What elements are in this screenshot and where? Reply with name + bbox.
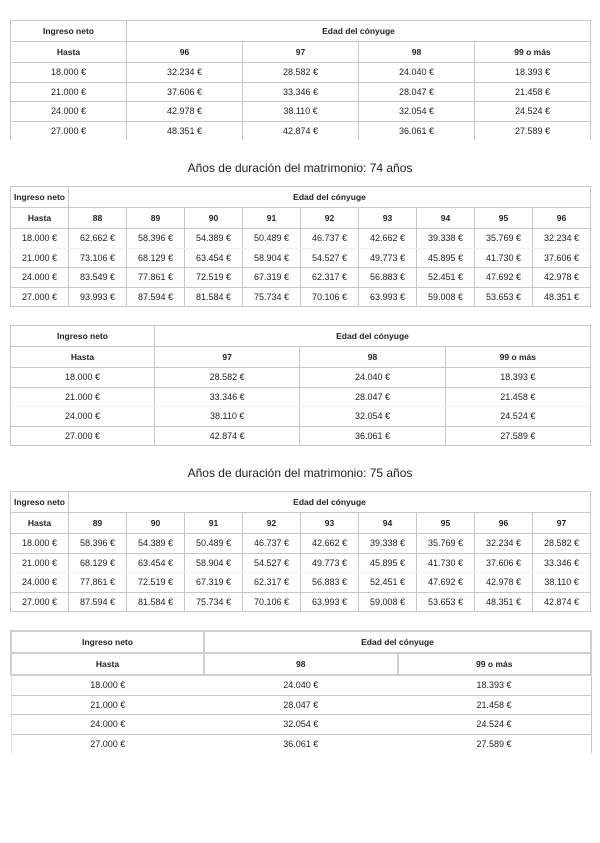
upto-header: Hasta bbox=[11, 513, 69, 534]
age-header-row bbox=[11, 42, 591, 63]
amount-cell: 41.730 € bbox=[475, 248, 533, 268]
amount-cell: 24.040 € bbox=[300, 368, 445, 388]
table-row bbox=[11, 592, 591, 612]
amount-cell: 32.054 € bbox=[359, 102, 475, 122]
amount-cell: 52.451 € bbox=[359, 573, 417, 593]
amount-cell: 33.346 € bbox=[155, 387, 300, 407]
amount-cell: 81.584 € bbox=[127, 592, 185, 612]
age-column-header: 98 bbox=[300, 347, 445, 368]
income-cell: 18.000 € bbox=[11, 63, 127, 83]
income-cell: 24.000 € bbox=[11, 268, 69, 288]
header-row bbox=[11, 21, 591, 42]
amount-cell: 18.393 € bbox=[475, 63, 591, 83]
amount-cell: 35.769 € bbox=[417, 534, 475, 554]
amount-cell: 62.317 € bbox=[243, 573, 301, 593]
amount-cell: 36.061 € bbox=[204, 734, 398, 753]
table-5 bbox=[10, 630, 592, 753]
income-cell: 27.000 € bbox=[11, 734, 204, 753]
age-header-row bbox=[11, 208, 591, 229]
amount-cell: 49.773 € bbox=[359, 248, 417, 268]
age-column-header: 91 bbox=[243, 208, 301, 229]
amount-cell: 54.389 € bbox=[127, 534, 185, 554]
amount-cell: 42.874 € bbox=[243, 121, 359, 140]
upto-header: Hasta bbox=[11, 653, 204, 675]
table-row bbox=[11, 573, 591, 593]
amount-cell: 36.061 € bbox=[359, 121, 475, 140]
amount-cell: 28.047 € bbox=[359, 82, 475, 102]
amount-cell: 42.662 € bbox=[301, 534, 359, 554]
amount-cell: 68.129 € bbox=[69, 553, 127, 573]
amount-cell: 58.904 € bbox=[243, 248, 301, 268]
amount-cell: 28.582 € bbox=[533, 534, 591, 554]
amount-cell: 42.662 € bbox=[359, 229, 417, 249]
table-row bbox=[11, 695, 591, 715]
section-heading-74: Años de duración del matrimonio: 74 años bbox=[187, 161, 413, 175]
spouse-age-header: Edad del cónyuge bbox=[204, 631, 591, 653]
amount-cell: 63.454 € bbox=[185, 248, 243, 268]
amount-cell: 52.451 € bbox=[417, 268, 475, 288]
amount-cell: 47.692 € bbox=[475, 268, 533, 288]
table-row bbox=[11, 675, 591, 695]
table-row bbox=[11, 387, 591, 407]
age-header-row bbox=[11, 347, 591, 368]
amount-cell: 39.338 € bbox=[417, 229, 475, 249]
table-2 bbox=[10, 186, 591, 307]
spouse-age-header: Edad del cónyuge bbox=[155, 326, 591, 347]
table-row bbox=[11, 82, 591, 102]
amount-cell: 27.589 € bbox=[475, 121, 591, 140]
income-header: Ingreso neto bbox=[11, 492, 69, 513]
amount-cell: 21.458 € bbox=[398, 695, 592, 715]
age-column-header: 94 bbox=[417, 208, 475, 229]
amount-cell: 32.234 € bbox=[475, 534, 533, 554]
table-row bbox=[11, 734, 591, 753]
amount-cell: 50.489 € bbox=[243, 229, 301, 249]
amount-cell: 68.129 € bbox=[127, 248, 185, 268]
income-header: Ingreso neto bbox=[11, 326, 155, 347]
age-column-header: 90 bbox=[127, 513, 185, 534]
amount-cell: 45.895 € bbox=[417, 248, 475, 268]
income-header: Ingreso neto bbox=[11, 21, 127, 42]
table-row bbox=[11, 553, 591, 573]
amount-cell: 77.861 € bbox=[127, 268, 185, 288]
amount-cell: 38.110 € bbox=[155, 407, 300, 427]
amount-cell: 62.317 € bbox=[301, 268, 359, 288]
table-row bbox=[11, 63, 591, 83]
amount-cell: 42.978 € bbox=[127, 102, 243, 122]
amount-cell: 18.393 € bbox=[398, 675, 592, 695]
table-row bbox=[11, 715, 591, 735]
amount-cell: 70.106 € bbox=[243, 592, 301, 612]
amount-cell: 67.319 € bbox=[185, 573, 243, 593]
age-column-header: 99 o más bbox=[398, 653, 592, 675]
age-column-header: 93 bbox=[359, 208, 417, 229]
income-cell: 21.000 € bbox=[11, 553, 69, 573]
age-column-header: 95 bbox=[475, 208, 533, 229]
table-row bbox=[11, 121, 591, 140]
table-row bbox=[11, 229, 591, 249]
age-column-header: 90 bbox=[185, 208, 243, 229]
age-column-header: 96 bbox=[475, 513, 533, 534]
spouse-age-header: Edad del cónyuge bbox=[69, 492, 591, 513]
table-row bbox=[11, 407, 591, 427]
amount-cell: 48.351 € bbox=[127, 121, 243, 140]
age-header-row bbox=[11, 513, 591, 534]
income-cell: 18.000 € bbox=[11, 229, 69, 249]
header-row bbox=[11, 187, 591, 208]
amount-cell: 75.734 € bbox=[243, 287, 301, 307]
amount-cell: 37.606 € bbox=[127, 82, 243, 102]
amount-cell: 67.319 € bbox=[243, 268, 301, 288]
amount-cell: 83.549 € bbox=[69, 268, 127, 288]
amount-cell: 18.393 € bbox=[445, 368, 590, 388]
age-column-header: 99 o más bbox=[445, 347, 590, 368]
amount-cell: 24.524 € bbox=[398, 715, 592, 735]
age-column-header: 97 bbox=[533, 513, 591, 534]
age-column-header: 92 bbox=[243, 513, 301, 534]
amount-cell: 27.589 € bbox=[398, 734, 592, 753]
table-row bbox=[11, 368, 591, 388]
age-column-header: 96 bbox=[127, 42, 243, 63]
income-cell: 27.000 € bbox=[11, 592, 69, 612]
amount-cell: 45.895 € bbox=[359, 553, 417, 573]
age-column-header: 92 bbox=[301, 208, 359, 229]
income-cell: 18.000 € bbox=[11, 534, 69, 554]
amount-cell: 63.993 € bbox=[301, 592, 359, 612]
age-header-row bbox=[11, 653, 591, 675]
amount-cell: 33.346 € bbox=[533, 553, 591, 573]
amount-cell: 54.527 € bbox=[301, 248, 359, 268]
amount-cell: 28.582 € bbox=[155, 368, 300, 388]
age-column-header: 97 bbox=[243, 42, 359, 63]
amount-cell: 42.874 € bbox=[533, 592, 591, 612]
amount-cell: 49.773 € bbox=[301, 553, 359, 573]
amount-cell: 58.904 € bbox=[185, 553, 243, 573]
age-column-header: 95 bbox=[417, 513, 475, 534]
amount-cell: 70.106 € bbox=[301, 287, 359, 307]
amount-cell: 36.061 € bbox=[300, 426, 445, 446]
amount-cell: 50.489 € bbox=[185, 534, 243, 554]
age-column-header: 94 bbox=[359, 513, 417, 534]
amount-cell: 32.054 € bbox=[204, 715, 398, 735]
income-cell: 27.000 € bbox=[11, 121, 127, 140]
income-cell: 24.000 € bbox=[11, 715, 204, 735]
amount-cell: 59.008 € bbox=[359, 592, 417, 612]
income-cell: 24.000 € bbox=[11, 573, 69, 593]
amount-cell: 87.594 € bbox=[69, 592, 127, 612]
amount-cell: 42.978 € bbox=[533, 268, 591, 288]
income-cell: 21.000 € bbox=[11, 82, 127, 102]
amount-cell: 28.047 € bbox=[300, 387, 445, 407]
amount-cell: 72.519 € bbox=[127, 573, 185, 593]
amount-cell: 63.454 € bbox=[127, 553, 185, 573]
table-3 bbox=[10, 325, 591, 446]
amount-cell: 27.589 € bbox=[445, 426, 590, 446]
amount-cell: 32.234 € bbox=[127, 63, 243, 83]
income-cell: 18.000 € bbox=[11, 368, 155, 388]
amount-cell: 81.584 € bbox=[185, 287, 243, 307]
amount-cell: 53.653 € bbox=[475, 287, 533, 307]
amount-cell: 56.883 € bbox=[301, 573, 359, 593]
amount-cell: 41.730 € bbox=[417, 553, 475, 573]
amount-cell: 59.008 € bbox=[417, 287, 475, 307]
amount-cell: 46.737 € bbox=[243, 534, 301, 554]
age-column-header: 91 bbox=[185, 513, 243, 534]
amount-cell: 24.040 € bbox=[204, 675, 398, 695]
amount-cell: 37.606 € bbox=[475, 553, 533, 573]
amount-cell: 24.524 € bbox=[475, 102, 591, 122]
table-row bbox=[11, 268, 591, 288]
amount-cell: 28.047 € bbox=[204, 695, 398, 715]
income-cell: 24.000 € bbox=[11, 102, 127, 122]
table-row bbox=[11, 248, 591, 268]
income-cell: 27.000 € bbox=[11, 287, 69, 307]
amount-cell: 28.582 € bbox=[243, 63, 359, 83]
table-1 bbox=[10, 20, 591, 140]
amount-cell: 47.692 € bbox=[417, 573, 475, 593]
table-row bbox=[11, 287, 591, 307]
header-row bbox=[11, 492, 591, 513]
age-column-header: 89 bbox=[127, 208, 185, 229]
upto-header: Hasta bbox=[11, 208, 69, 229]
amount-cell: 53.653 € bbox=[417, 592, 475, 612]
upto-header: Hasta bbox=[11, 347, 155, 368]
amount-cell: 38.110 € bbox=[533, 573, 591, 593]
amount-cell: 54.389 € bbox=[185, 229, 243, 249]
income-header: Ingreso neto bbox=[11, 631, 204, 653]
age-column-header: 88 bbox=[69, 208, 127, 229]
table-row bbox=[11, 102, 591, 122]
age-column-header: 89 bbox=[69, 513, 127, 534]
age-column-header: 98 bbox=[359, 42, 475, 63]
amount-cell: 46.737 € bbox=[301, 229, 359, 249]
income-cell: 24.000 € bbox=[11, 407, 155, 427]
income-cell: 21.000 € bbox=[11, 248, 69, 268]
spouse-age-header: Edad del cónyuge bbox=[69, 187, 591, 208]
table-row bbox=[11, 534, 591, 554]
amount-cell: 37.606 € bbox=[533, 248, 591, 268]
age-column-header: 97 bbox=[155, 347, 300, 368]
age-column-header: 93 bbox=[301, 513, 359, 534]
amount-cell: 32.234 € bbox=[533, 229, 591, 249]
header-row bbox=[11, 631, 591, 653]
income-cell: 21.000 € bbox=[11, 695, 204, 715]
amount-cell: 93.993 € bbox=[69, 287, 127, 307]
amount-cell: 24.040 € bbox=[359, 63, 475, 83]
section-heading-75: Años de duración del matrimonio: 75 años bbox=[187, 466, 413, 480]
amount-cell: 48.351 € bbox=[533, 287, 591, 307]
amount-cell: 62.662 € bbox=[69, 229, 127, 249]
income-cell: 18.000 € bbox=[11, 675, 204, 695]
age-column-header: 96 bbox=[533, 208, 591, 229]
amount-cell: 56.883 € bbox=[359, 268, 417, 288]
amount-cell: 63.993 € bbox=[359, 287, 417, 307]
amount-cell: 58.396 € bbox=[69, 534, 127, 554]
income-cell: 21.000 € bbox=[11, 387, 155, 407]
income-header: Ingreso neto bbox=[11, 187, 69, 208]
amount-cell: 21.458 € bbox=[475, 82, 591, 102]
amount-cell: 35.769 € bbox=[475, 229, 533, 249]
income-cell: 27.000 € bbox=[11, 426, 155, 446]
amount-cell: 58.396 € bbox=[127, 229, 185, 249]
table-4 bbox=[10, 491, 591, 612]
spouse-age-header: Edad del cónyuge bbox=[127, 21, 591, 42]
amount-cell: 87.594 € bbox=[127, 287, 185, 307]
amount-cell: 54.527 € bbox=[243, 553, 301, 573]
amount-cell: 72.519 € bbox=[185, 268, 243, 288]
upto-header: Hasta bbox=[11, 42, 127, 63]
amount-cell: 48.351 € bbox=[475, 592, 533, 612]
amount-cell: 75.734 € bbox=[185, 592, 243, 612]
amount-cell: 33.346 € bbox=[243, 82, 359, 102]
amount-cell: 21.458 € bbox=[445, 387, 590, 407]
amount-cell: 42.874 € bbox=[155, 426, 300, 446]
header-row bbox=[11, 326, 591, 347]
amount-cell: 42.978 € bbox=[475, 573, 533, 593]
amount-cell: 24.524 € bbox=[445, 407, 590, 427]
amount-cell: 77.861 € bbox=[69, 573, 127, 593]
table-row bbox=[11, 426, 591, 446]
amount-cell: 73.106 € bbox=[69, 248, 127, 268]
amount-cell: 39.338 € bbox=[359, 534, 417, 554]
age-column-header: 99 o más bbox=[475, 42, 591, 63]
amount-cell: 32.054 € bbox=[300, 407, 445, 427]
age-column-header: 98 bbox=[204, 653, 398, 675]
amount-cell: 38.110 € bbox=[243, 102, 359, 122]
